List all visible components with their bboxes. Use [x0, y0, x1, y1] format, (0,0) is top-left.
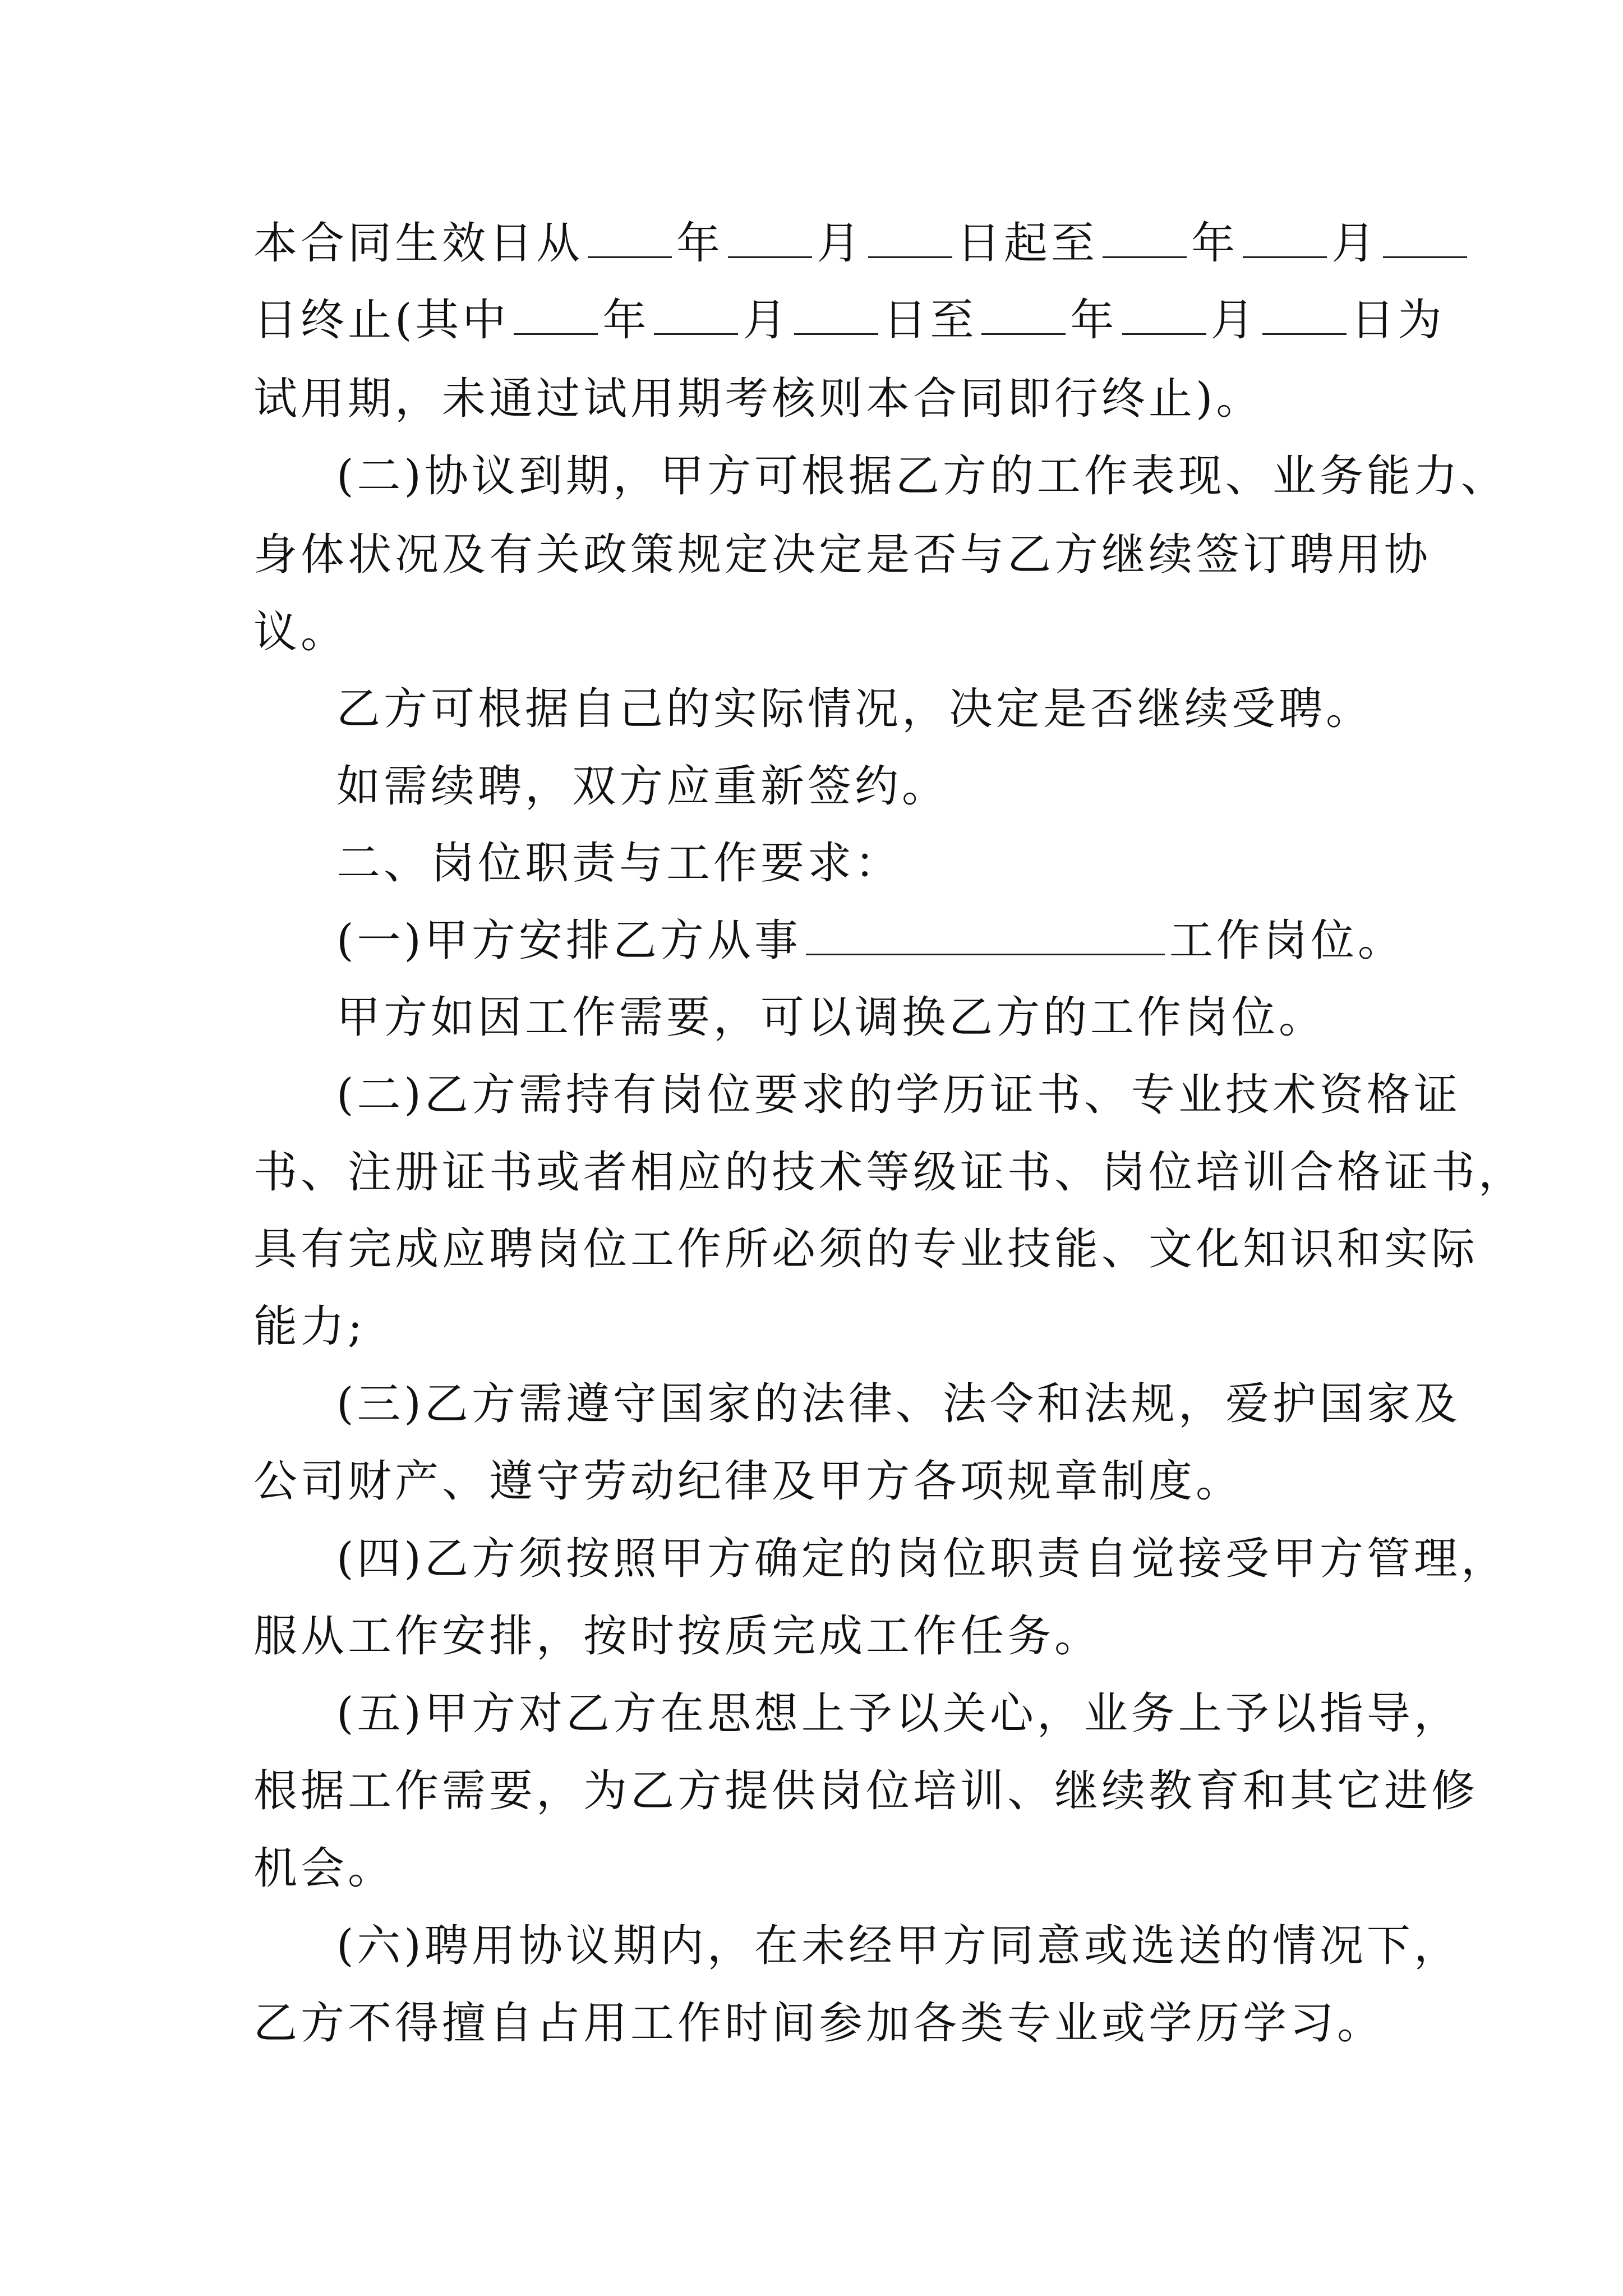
text-segment: 日为: [1350, 295, 1445, 346]
text-line: 议。: [253, 607, 348, 657]
date-blank: [514, 298, 598, 335]
text-line: 公司财产、遵守劳动纪律及甲方各项规章制度。: [253, 1456, 1243, 1507]
paragraph-start: [336, 915, 1405, 969]
date-blank: [728, 222, 812, 258]
text-line: 乙方不得擅自占用工作时间参加各类专业或学历学习。: [253, 1998, 1385, 2049]
text-segment: 月: [743, 295, 790, 346]
text-segment: 本合同生效日从: [253, 218, 584, 269]
paragraph-start: (六)聘用协议期内，在未经甲方同意或选送的情况下，: [336, 1921, 1461, 1971]
date-blank: [868, 222, 952, 258]
text-line: 试用期，未通过试用期考核则本合同即行终止)。: [253, 374, 1264, 424]
paragraph-start: (五)甲方对乙方在思想上予以关心，业务上予以指导，: [336, 1688, 1461, 1739]
text-segment: 年: [1191, 218, 1239, 269]
date-blank: [794, 298, 878, 335]
paragraph-start: (二)协议到期，甲方可根据乙方的工作表现、业务能力、: [336, 451, 1508, 501]
text-line: 书、注册证书或者相应的技术等级证书、岗位培训合格证书，: [253, 1147, 1526, 1198]
date-blank: [1262, 298, 1347, 335]
text-segment: 日至: [883, 295, 978, 346]
text-line: 根据工作需要，为乙方提供岗位培训、继续教育和其它进修: [253, 1766, 1479, 1816]
text-line: 机会。: [253, 1843, 395, 1894]
text-segment: 月: [817, 218, 864, 269]
text-line: 能力;: [253, 1301, 366, 1352]
text-line: [253, 295, 1445, 349]
text-segment: 月: [1331, 218, 1379, 269]
text-line: 身体状况及有关政策规定决定是否与乙方继续签订聘用协: [253, 530, 1432, 580]
date-blank: [981, 298, 1066, 335]
date-blank: [1243, 222, 1327, 258]
date-blank: [1383, 222, 1467, 258]
text-line: [253, 218, 1472, 272]
paragraph-start: (四)乙方须按照甲方确定的岗位职责自觉接受甲方管理，: [336, 1534, 1508, 1584]
text-line: 具有完成应聘岗位工作所必须的专业技能、文化知识和实际: [253, 1224, 1479, 1274]
text-line: 服从工作安排，按时按质完成工作任务。: [253, 1611, 1102, 1662]
paragraph-start: (二)乙方需持有岗位要求的学历证书、专业技术资格证: [336, 1070, 1461, 1120]
date-blank: [654, 298, 738, 335]
date-blank: [588, 222, 672, 258]
text-segment: 年: [602, 295, 650, 346]
paragraph-start: 如需续聘，双方应重新签约。: [336, 761, 949, 812]
text-segment: 日终止(其中: [253, 295, 510, 346]
paragraph-start: 乙方可根据自己的实际情况，决定是否继续受聘。: [336, 684, 1373, 734]
section-heading: 二、岗位职责与工作要求：: [336, 838, 902, 889]
text-segment: 年: [676, 218, 724, 269]
text-segment: 日起至: [957, 218, 1099, 269]
paragraph-start: 甲方如因工作需要，可以调换乙方的工作岗位。: [336, 992, 1326, 1043]
paragraph-start: (三)乙方需遵守国家的法律、法令和法规，爱护国家及: [336, 1379, 1461, 1429]
text-segment: 工作岗位。: [1169, 915, 1405, 966]
date-blank: [1103, 222, 1187, 258]
text-segment: (一)甲方安排乙方从事: [336, 915, 801, 966]
text-segment: 月: [1210, 295, 1258, 346]
date-blank: [1122, 298, 1206, 335]
text-segment: 年: [1070, 295, 1118, 346]
position-blank: [806, 919, 1165, 955]
